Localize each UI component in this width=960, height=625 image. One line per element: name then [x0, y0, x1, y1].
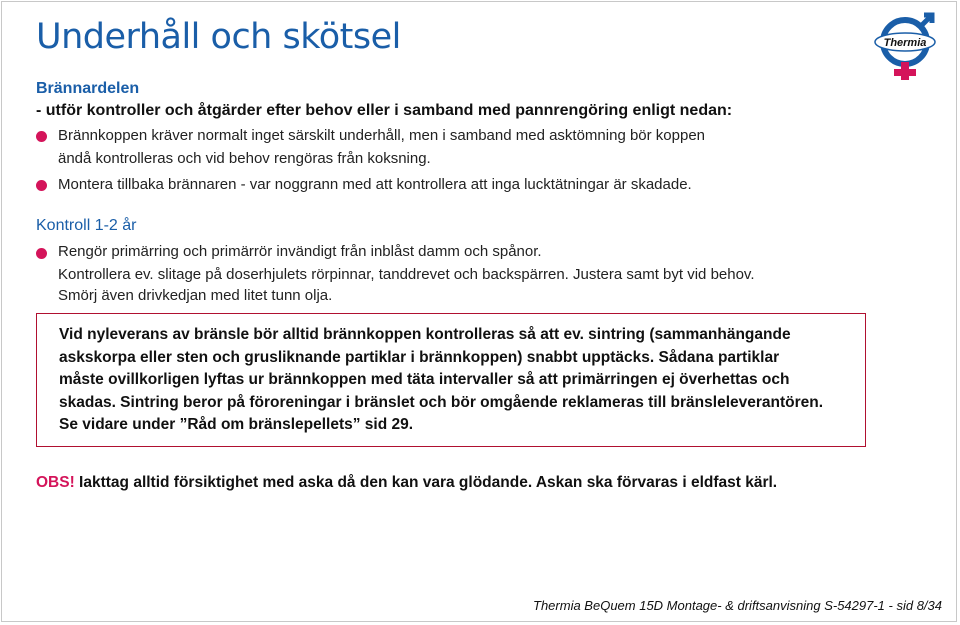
page-footer: Thermia BeQuem 15D Montage- & driftsanvisning S-54297-1 - sid 8/34 [533, 598, 942, 613]
notice-line: askskorpa eller sten och grusliknande partiklar i brännkoppen) snabbt upptäcks. Sådana partiklar [59, 348, 780, 366]
check-line-1: Kontrollera ev. slitage på doserhjulets rörpinnar, tanddrevet och backspärren. Justera samt byt vid behov. [58, 266, 755, 283]
bullet-icon [36, 248, 47, 259]
logo-wordmark: Thermia [883, 37, 927, 49]
burner-bullet-1-line2: ändå kontrolleras och vid behov rengöras från koksning. [58, 150, 431, 167]
bullet-icon [36, 131, 47, 142]
notice-box [36, 313, 866, 447]
burner-heading: Brännardelen [36, 80, 140, 97]
page-frame [1, 1, 957, 622]
notice-text [59, 324, 849, 437]
check-heading: Kontroll 1-2 år [36, 217, 137, 234]
notice-line: Vid nyleverans av bränsle bör alltid brännkoppen kontrolleras så att ev. sintring (sammanhängande [59, 326, 791, 343]
obs-label: OBS! [36, 474, 75, 491]
burner-bullet-2: Montera tillbaka brännaren - var noggrann med att kontrollera att inga lucktätningar är skadade. [58, 176, 692, 193]
notice-line: skadas. Sintring beror på föroreningar i bränslet och bör omgående reklameras till bränsleleverantören. [59, 393, 824, 411]
notice-line: Se vidare under ”Råd om bränslepellets” sid 29. [59, 416, 414, 433]
burner-bullet-1-line1: Brännkoppen kräver normalt inget särskilt underhåll, men i samband med asktömning bör koppen [58, 127, 706, 144]
obs-text: Iakttag alltid försiktighet med aska då den kan vara glödande. Askan ska förvaras i eldfast kärl. [74, 474, 778, 491]
obs-note [36, 474, 777, 492]
thermia-logo [872, 12, 938, 82]
bullet-icon [36, 180, 47, 191]
notice-line: måste ovillkorligen lyftas ur brännkoppen med täta intervaller så att primärringen ej överhettas och [59, 371, 790, 388]
page-title: Underhåll och skötsel [36, 17, 401, 57]
check-bullet: Rengör primärring och primärrör invändigt från inblåst damm och spånor. [58, 243, 542, 260]
burner-intro: - utför kontroller och åtgärder efter behov eller i samband med pannrengöring enligt nedan: [36, 102, 733, 119]
check-line-2: Smörj även drivkedjan med litet tunn olja. [58, 287, 333, 304]
